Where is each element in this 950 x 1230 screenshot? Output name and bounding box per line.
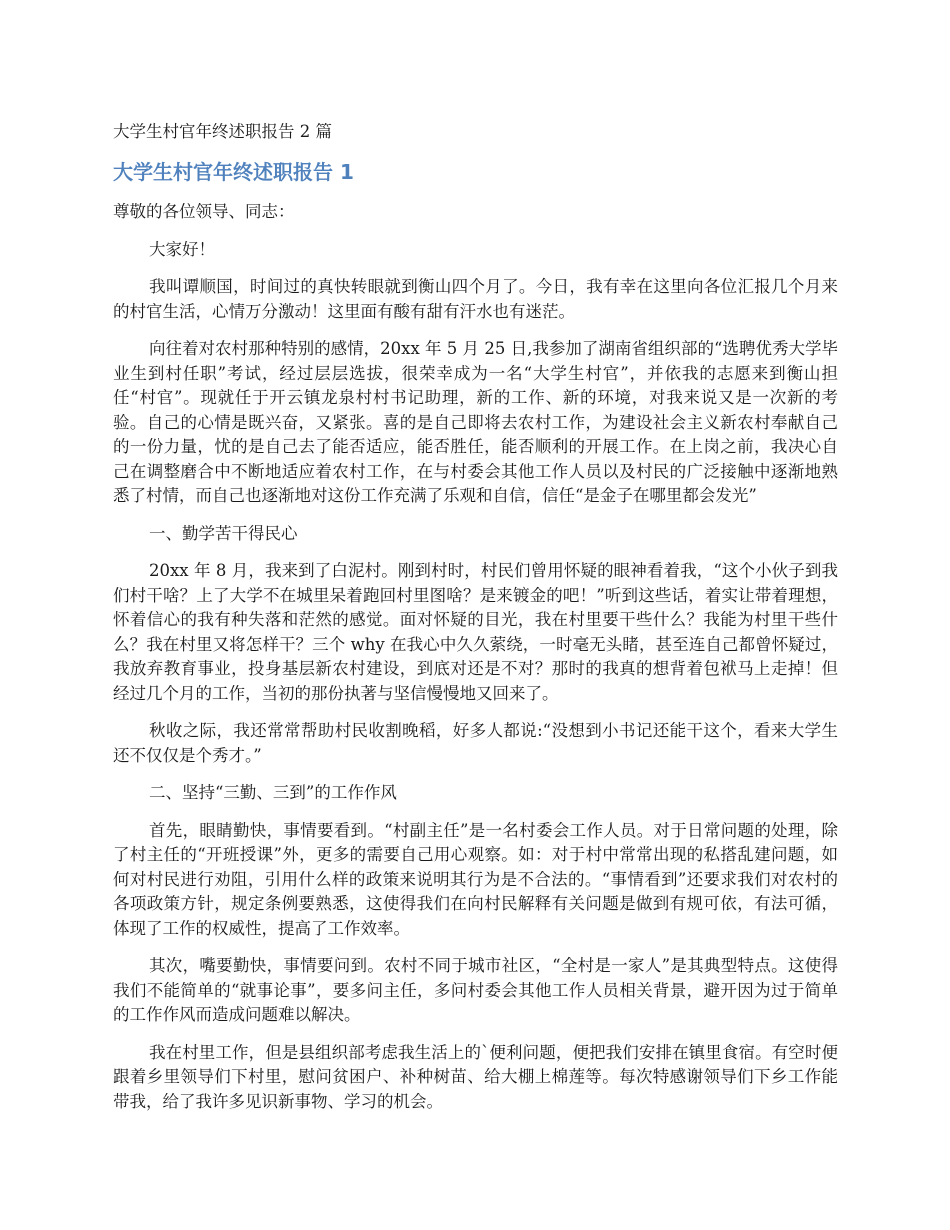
body-paragraph: 20xx 年 8 月，我来到了白泥村。刚到村时，村民们曾用怀疑的眼神看着我，“这个小伙子到我们村干啥？上了大学不在城里呆着跑回村里图啥？是来镀金的吧！”听到这些话，着实让带着理想，怀着信心的我有种失落和茫然的感觉。面对怀疑的目光，我在村里要干些什么？我能为村里干些什么？我在村里又将怎样干？三个 why 在我心中久久萦绕，一时毫无头睹，甚至连自己都曾怀疑过，我放弃教育事业，投身基层新农村建设，到底对还是不对？那时的我真的想背着包袱马上走掉！但经过几个月的工作，当初的那份执著与坚信慢慢地又回来了。 [113,561,838,703]
salutation: 尊敬的各位领导、同志： [113,202,295,221]
body-paragraph: 首先，眼睛勤快，事情要看到。“村副主任”是一名村委会工作人员。对于日常问题的处理，除了村主任的“开班授课”外，更多的需要自己用心观察。如：对于村中常常出现的私搭乱建问题，如何对村民进行劝阻，引用什么样的政策来说明其行为是不合法的。“事情看到”还要求我们对农村的各项政策方针，规定条例要熟悉，这使得我们在向村民解释有关问题是做到有规可依，有法可循，体现了工作的权威性，提高了工作效率。 [113,820,838,938]
document-page [113,120,838,1127]
greeting-paragraph: 大家好！ [149,239,215,259]
subheading-2: 二、坚持“三勤、三到”的工作作风 [149,783,397,802]
intro-paragraph: 我叫谭顺国，时间过的真快转眼就到衡山四个月了。今日，我有幸在这里向各位汇报几个月来的村官生活，心情万分激动！这里面有酸有甜有汗水也有迷茫。 [113,277,838,321]
body-paragraph: 我在村里工作，但是县组织部考虑我生活上的`便利问题，便把我们安排在镇里食宿。有空时便跟着乡里领导们下村里，慰问贫困户、补种树苗、给大棚上棉莲等。每次特感谢领导们下乡工作能带我，给了我许多见识新事物、学习的机会。 [113,1042,838,1111]
body-paragraph: 其次，嘴要勤快，事情要问到。农村不同于城市社区，“全村是一家人”是其典型特点。这使得我们不能简单的“就事论事”，要多问主任，多问村委会其他工作人员相关背景，避开因为过于简单的工作作风而造成问题难以解决。 [113,956,838,1024]
body-paragraph: 秋收之际，我还常常帮助村民收割晚稻，好多人都说:“没想到小书记还能干这个，看来大学生还不仅仅是个秀才。” [113,721,838,765]
subheading-1: 一、勤学苦干得民心 [149,523,298,543]
section-heading: 大学生村官年终述职报告 1 [113,160,354,184]
document-title: 大学生村官年终述职报告 2 篇 [113,122,332,141]
background-paragraph: 向往着对农村那种特别的感情，20xx 年 5 月 25 日,我参加了湖南省组织部的“选聘优秀大学毕业生到村任职”考试，经过层层选拔，很荣幸成为一名“大学生村官”，并依我的志愿来到衡山担任“村官”。现就任于开云镇龙泉村村书记助理，新的工作、新的环境，对我来说又是一次新的考验。自己的心情是既兴奋，又紧张。喜的是自己即将去农村工作，为建设社会主义新农村奉献自己的一份力量，忧的是自己去了能否适应，能否胜任，能否顺利的开展工作。在上岗之前，我决心自己在调整磨合中不断地适应着农村工作，在与村委会其他工作人员以及村民的广泛接触中逐渐地熟悉了村情，而自己也逐渐地对这份工作充满了乐观和自信，信任“是金子在哪里都会发光” [113,339,838,505]
